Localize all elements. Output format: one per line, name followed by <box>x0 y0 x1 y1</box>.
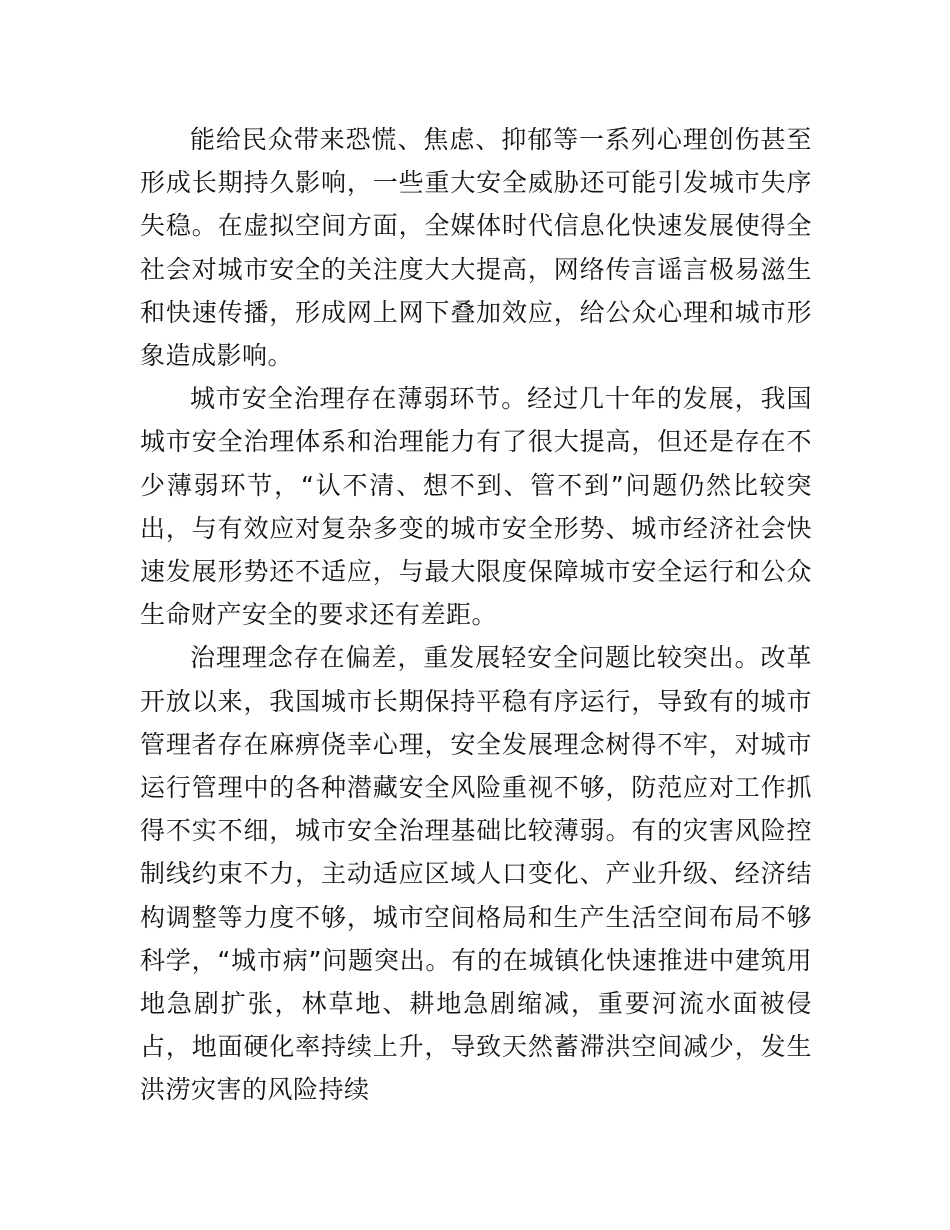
document-body <box>140 118 812 1112</box>
paragraph-1: 能给民众带来恐慌、焦虑、抑郁等一系列心理创伤甚至形成长期持久影响，一些重大安全威胁还可能引发城市失序失稳。在虚拟空间方面，全媒体时代信息化快速发展使得全社会对城市安全的关注度大大提高，网络传言谣言极易滋生和快速传播，形成网上网下叠加效应，给公众心理和城市形象造成影响。 <box>140 125 812 371</box>
paragraph-2: 城市安全治理存在薄弱环节。经过几十年的发展，我国城市安全治理体系和治理能力有了很大提高，但还是存在不少薄弱环节，“认不清、想不到、管不到”问题仍然比较突出，与有效应对复杂多变的城市安全形势、城市经济社会快速发展形势还不适应，与最大限度保障城市安全运行和公众生命财产安全的要求还有差距。 <box>140 384 812 630</box>
paragraph-3: 治理理念存在偏差，重发展轻安全问题比较突出。改革开放以来，我国城市长期保持平稳有序运行，导致有的城市管理者存在麻痹侥幸心理，安全发展理念树得不牢，对城市运行管理中的各种潜藏安全风险重视不够，防范应对工作抓得不实不细，城市安全治理基础比较薄弱。有的灾害风险控制线约束不力，主动适应区域人口变化、产业升级、经济结构调整等力度不够，城市空间格局和生产生活空间布局不够科学，“城市病”问题突出。有的在城镇化快速推进中建筑用地急剧扩张，林草地、耕地急剧缩减，重要河流水面被侵占，地面硬化率持续上升，导致天然蓄滞洪空间减少，发生洪涝灾害的风险持续 <box>140 643 812 1105</box>
